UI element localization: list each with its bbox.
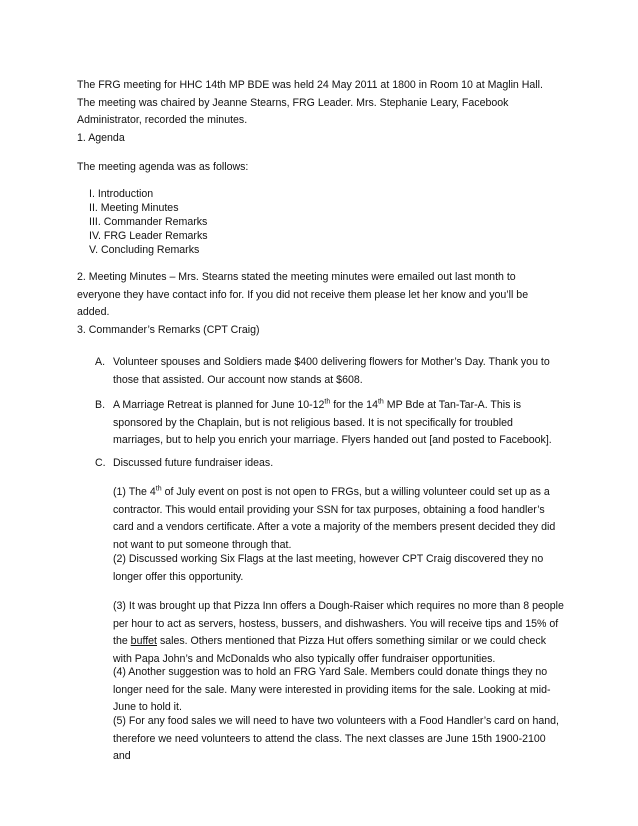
remark-c-text: Discussed future fundraiser ideas. <box>113 457 274 469</box>
agenda-item: IV. FRG Leader Remarks <box>89 230 208 242</box>
fundraiser-item-1: (1) The 4th of July event on post is not open to FRGs, but a willing volunteer could set up as a contractor. This would entail providing your SSN for tax purposes, obtaining a food handler’s card and a vendors certificate. After a vote a majority of the members present decided they did not want to put someone through that. <box>113 485 556 551</box>
list-marker-c: C. <box>95 457 106 469</box>
remark-b-text: A Marriage Retreat is planned for June 10-12th for the 14th MP Bde at Tan-Tar-A. This is sponsored by the Chaplain, but is not religious based. It is not specifically for troubled marriages, but to help you enrich your marriage. Flyers handed out [and posted to Facebook]. <box>113 398 552 447</box>
underlined-word: buffet <box>130 635 157 648</box>
fundraiser-item-4: (4) Another suggestion was to hold an FRG Yard Sale. Members could donate things they no longer need for the sale. Many were interested in providing items for the sale. Looking at mid-June to hold it. <box>113 666 551 714</box>
agenda-item: I. Introduction <box>89 188 154 200</box>
agenda-lead: The meeting agenda was as follows: <box>77 161 249 173</box>
agenda-item: II. Meeting Minutes <box>89 202 179 214</box>
agenda-item: III. Commander Remarks <box>89 216 208 228</box>
meeting-minutes-paragraph: 2. Meeting Minutes – Mrs. Stearns stated the meeting minutes were emailed out last month to everyone they have contact info for. If you did not receive them please let her know and you’ll be added. <box>77 271 529 319</box>
list-marker-b: B. <box>95 399 106 411</box>
fundraiser-item-5: (5) For any food sales we will need to have two volunteers with a Food Handler’s card on hand, therefore we need volunteers to attend the class. The next classes are June 15th 1900-2100 and <box>113 715 559 763</box>
list-marker-a: A. <box>95 356 106 368</box>
intro-paragraph: The FRG meeting for HHC 14th MP BDE was held 24 May 2011 at 1800 in Room 10 at Maglin Hall. The meeting was chaired by Jeanne Stearns, FRG Leader. Mrs. Stephanie Leary, Facebook Administrator, recorded the minutes. <box>77 79 543 127</box>
agenda-heading: 1. Agenda <box>77 132 125 144</box>
commanders-remarks-heading: 3. Commander’s Remarks (CPT Craig) <box>77 324 260 336</box>
remark-a-text: Volunteer spouses and Soldiers made $400 delivering flowers for Mother’s Day. Thank you to those that assisted. Our account now stands at $608. <box>113 356 550 386</box>
agenda-item: V. Concluding Remarks <box>89 244 200 256</box>
fundraiser-item-3: (3) It was brought up that Pizza Inn offers a Dough-Raiser which requires no more than 8 people per hour to act as servers, hostess, bussers, and dishwashers. You will receive tips and 15% of the buffet sales. Others mentioned that Pizza Hut offers something similar or we could check with Papa John’s and McDonalds who also typically offer fundraiser opportunities. <box>113 600 564 665</box>
fundraiser-item-2: (2) Discussed working Six Flags at the last meeting, however CPT Craig discovered they no longer offer this opportunity. <box>113 553 544 583</box>
